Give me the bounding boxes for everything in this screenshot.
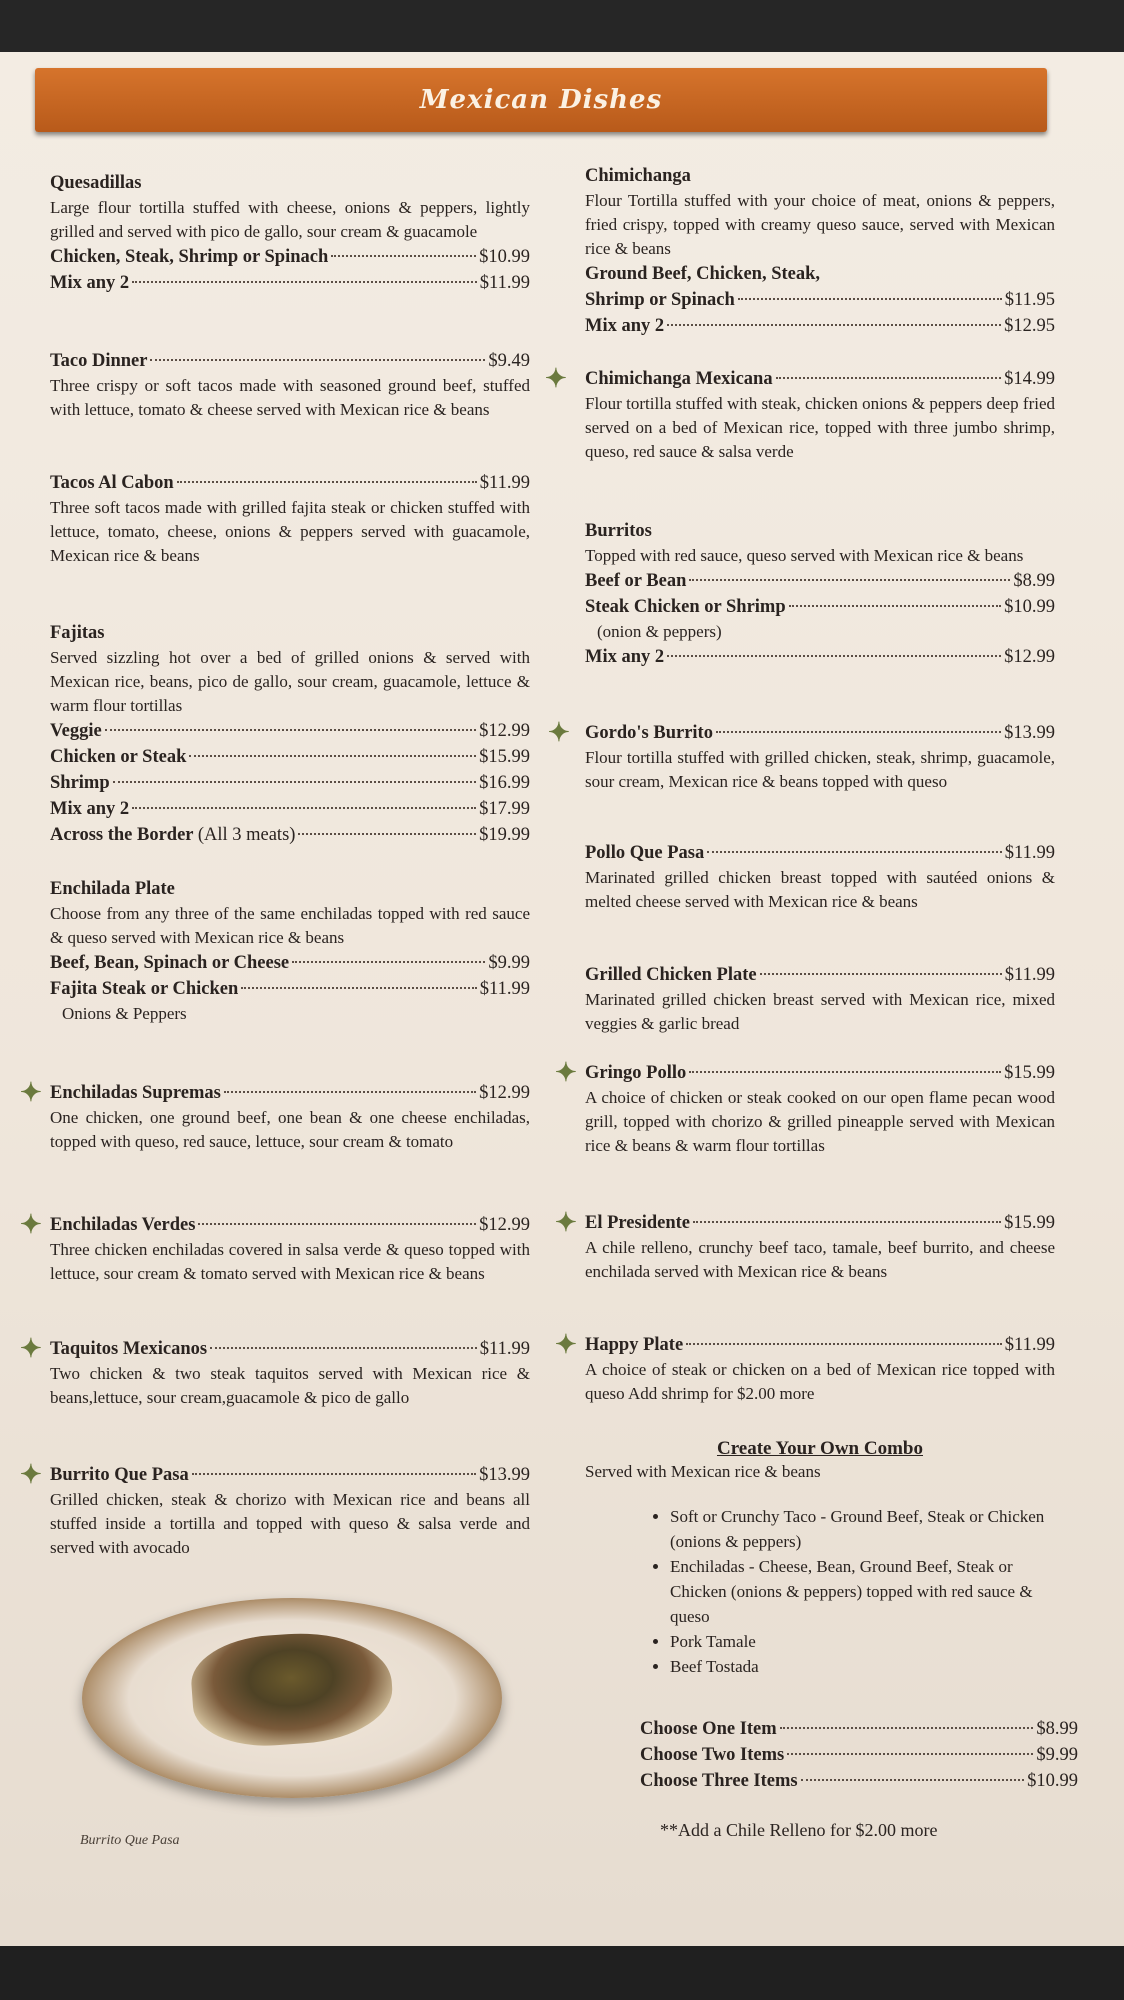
item-description: Topped with red sauce, queso served with Mexican rice & beans — [585, 546, 1024, 565]
specialty-star-icon: ✦ — [20, 1460, 42, 1489]
menu-item-enchiladas-supremas — [50, 1080, 530, 1154]
section-banner — [35, 68, 1047, 132]
item-description: Flour tortilla stuffed with steak, chicken onions & peppers deep fried served on a bed of Mexican rice, topped with three jumbo shrimp, queso, red sauce & salsa verde — [585, 394, 1055, 461]
item-description: Served sizzling hot over a bed of grilled onions & served with Mexican rice, beans, pico de gallo, sour cream, guacamole, lettuce & warm flour tortillas — [50, 648, 530, 715]
menu-item-el-presidente — [585, 1210, 1055, 1284]
menu-item-gordos-burrito — [585, 720, 1055, 794]
specialty-star-icon: ✦ — [545, 364, 567, 393]
menu-item-chimichanga-mexicana — [585, 366, 1055, 464]
item-description: One chicken, one ground beef, one bean & one cheese enchiladas, topped with queso, red sauce, lettuce, sour cream & tomato — [50, 1108, 530, 1151]
item-name: Quesadillas — [50, 173, 142, 193]
menu-item-enchilada-plate — [50, 876, 530, 1026]
item-choices: Ground Beef, Chicken, Steak, — [585, 264, 821, 284]
price-line: Steak Chicken or Shrimp $10.99 — [585, 597, 1055, 617]
burrito-image — [188, 1627, 395, 1751]
price-line: Chicken, Steak, Shrimp or Spinach $10.99 — [50, 247, 530, 267]
combo-footnote: **Add a Chile Relleno for $2.00 more — [660, 1820, 938, 1840]
item-name: Enchilada Plate — [50, 879, 175, 899]
price-line: Tacos Al Cabon $11.99 — [50, 473, 530, 493]
list-item: • Beef Tostada — [670, 1654, 1055, 1679]
combo-title: Create Your Own Combo — [716, 1438, 923, 1459]
photo-caption: Burrito Que Pasa — [80, 1833, 180, 1848]
menu-item-tacos-al-cabon — [50, 470, 530, 568]
price-line: Beef or Bean $8.99 — [585, 571, 1055, 591]
menu-item-grilled-chicken-plate — [585, 962, 1055, 1036]
item-description: A chile relleno, crunchy beef taco, tamale, beef burrito, and cheese enchilada served with Mexican rice & beans — [585, 1238, 1055, 1281]
item-description: Marinated grilled chicken breast topped with sautéed onions & melted cheese served with Mexican rice & beans — [585, 868, 1055, 911]
price-line: Happy Plate $11.99 — [585, 1335, 1055, 1355]
price-line: Fajita Steak or Chicken $11.99 — [50, 979, 530, 999]
list-item: • Soft or Crunchy Taco - Ground Beef, Steak or Chicken (onions & peppers) — [670, 1504, 1055, 1554]
item-description: Flour tortilla stuffed with grilled chicken, steak, shrimp, guacamole, sour cream, Mexican rice & beans topped with queso — [585, 748, 1055, 791]
item-name: Fajitas — [50, 623, 105, 643]
item-description: A choice of chicken or steak cooked on our open flame pecan wood grill, topped with chorizo & grilled pineapple served with Mexican rice & beans & warm flour tortillas — [585, 1088, 1055, 1155]
price-line: Chicken or Steak $15.99 — [50, 747, 530, 767]
price-line: Grilled Chicken Plate $11.99 — [585, 965, 1055, 985]
item-description: Flour Tortilla stuffed with your choice of meat, onions & peppers, fried crispy, topped with creamy queso sauce, served with Mexican rice & beans — [585, 191, 1055, 258]
price-line: Burrito Que Pasa $13.99 — [50, 1465, 530, 1485]
menu-item-taco-dinner — [50, 348, 530, 422]
bottom-bar — [0, 1946, 1124, 2000]
price-line: Shrimp $16.99 — [50, 773, 530, 793]
price-line: Beef, Bean, Spinach or Cheese $9.99 — [50, 953, 530, 973]
specialty-star-icon: ✦ — [20, 1334, 42, 1363]
burrito-photo — [82, 1598, 502, 1798]
item-description: Three chicken enchiladas covered in salsa verde & queso topped with lettuce, sour cream & tomato served with Mexican rice & beans — [50, 1240, 530, 1283]
price-line: Gordo's Burrito $13.99 — [585, 723, 1055, 743]
price-line: Mix any 2 $17.99 — [50, 799, 530, 819]
price-line: Choose One Item $8.99 — [640, 1719, 1078, 1739]
menu-item-happy-plate — [585, 1332, 1055, 1406]
price-line: Chimichanga Mexicana $14.99 — [585, 369, 1055, 389]
menu-item-enchiladas-verdes — [50, 1212, 530, 1286]
menu-item-pollo-que-pasa — [585, 840, 1055, 914]
combo-subtitle: Served with Mexican rice & beans — [585, 1462, 821, 1481]
price-line: Enchiladas Verdes $12.99 — [50, 1215, 530, 1235]
price-line: Choose Two Items $9.99 — [640, 1745, 1078, 1765]
list-item: • Enchiladas - Cheese, Bean, Ground Beef, Steak or Chicken (onions & peppers) topped with red sauce & queso — [670, 1554, 1055, 1629]
price-line: Gringo Pollo $15.99 — [585, 1063, 1055, 1083]
item-name: Burritos — [585, 521, 652, 541]
menu-item-quesadillas — [50, 170, 530, 296]
item-description: Marinated grilled chicken breast served with Mexican rice, mixed veggies & garlic bread — [585, 990, 1055, 1033]
item-description: Three crispy or soft tacos made with seasoned ground beef, stuffed with lettuce, tomato & cheese served with Mexican rice & beans — [50, 376, 530, 419]
item-description: Choose from any three of the same enchiladas topped with red sauce & queso served with Mexican rice & beans — [50, 904, 530, 947]
menu-item-taquitos-mexicanos — [50, 1336, 530, 1410]
price-line: Pollo Que Pasa $11.99 — [585, 843, 1055, 863]
item-description: Three soft tacos made with grilled fajita steak or chicken stuffed with lettuce, tomato, cheese, onions & peppers served with guacamole, Mexican rice & beans — [50, 498, 530, 565]
menu-item-burritos — [585, 518, 1055, 670]
top-bar — [0, 0, 1124, 52]
specialty-star-icon: ✦ — [555, 1058, 577, 1087]
price-line: Choose Three Items $10.99 — [640, 1771, 1078, 1791]
item-description: Two chicken & two steak taquitos served with Mexican rice & beans,lettuce, sour cream,guacamole & pico de gallo — [50, 1364, 530, 1407]
item-note: (onion & peppers) — [597, 622, 722, 641]
specialty-star-icon: ✦ — [555, 1330, 577, 1359]
specialty-star-icon: ✦ — [20, 1078, 42, 1107]
list-item: • Pork Tamale — [670, 1629, 1055, 1654]
menu-item-fajitas — [50, 620, 530, 848]
item-description: Grilled chicken, steak & chorizo with Mexican rice and beans all stuffed inside a tortilla and topped with queso & salsa verde and served with avocado — [50, 1490, 530, 1557]
combo-options-list — [585, 1504, 1055, 1679]
menu-item-chimichanga — [585, 163, 1055, 339]
menu-item-gringo-pollo — [585, 1060, 1055, 1158]
section-title: Mexican Dishes — [419, 85, 663, 115]
specialty-star-icon: ✦ — [555, 1208, 577, 1237]
item-description: A choice of steak or chicken on a bed of Mexican rice topped with queso Add shrimp for $2.00 more — [585, 1360, 1055, 1403]
price-line: Mix any 2 $12.99 — [585, 647, 1055, 667]
specialty-star-icon: ✦ — [548, 718, 570, 747]
price-line: Veggie $12.99 — [50, 721, 530, 741]
price-line: El Presidente $15.99 — [585, 1213, 1055, 1233]
price-line: Across the Border (All 3 meats) $19.99 — [50, 825, 530, 845]
item-description: Large flour tortilla stuffed with cheese, onions & peppers, lightly grilled and served with pico de gallo, sour cream & guacamole — [50, 198, 530, 241]
price-line: Enchiladas Supremas $12.99 — [50, 1083, 530, 1103]
item-name: Chimichanga — [585, 166, 691, 186]
price-line: Taco Dinner $9.49 — [50, 351, 530, 371]
price-line: Mix any 2 $11.99 — [50, 273, 530, 293]
menu-item-burrito-que-pasa — [50, 1462, 530, 1560]
price-line: Shrimp or Spinach $11.95 — [585, 290, 1055, 310]
price-line: Mix any 2 $12.95 — [585, 316, 1055, 336]
combo-prices — [640, 1716, 1078, 1794]
combo-section — [585, 1438, 1055, 1679]
specialty-star-icon: ✦ — [20, 1210, 42, 1239]
price-line: Taquitos Mexicanos $11.99 — [50, 1339, 530, 1359]
item-note: Onions & Peppers — [62, 1004, 187, 1023]
